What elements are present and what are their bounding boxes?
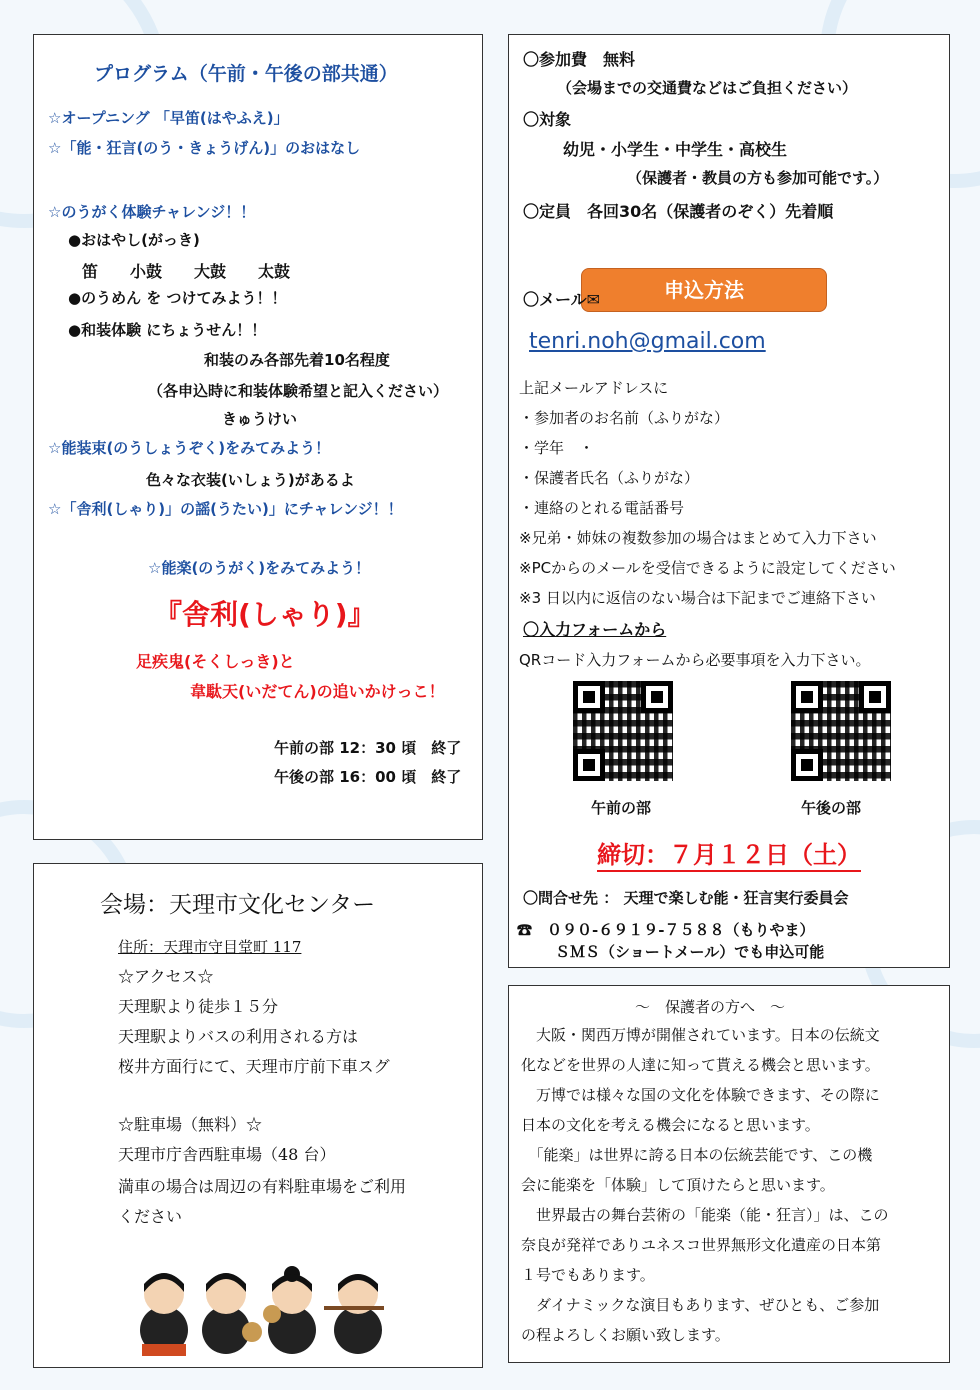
program-ohayashi: ●おはやし(がっき) [68, 231, 200, 249]
venue-parking-full2: ください [118, 1207, 183, 1226]
field-item: ・学年 ・ [519, 439, 595, 457]
venue-bus2: 桜井方面行にて、天理市庁前下車スグ [118, 1057, 390, 1076]
program-opening: ☆オープニング 「早笛(はやふえ)」 [48, 109, 289, 127]
info-box [508, 34, 950, 968]
program-kimono: ●和装体験 にちょうせん！！ [68, 321, 267, 339]
program-title: プログラム（午前・午後の部共通） [94, 63, 398, 85]
guardian-line: 「能楽」は世界に誇る日本の伝統芸能です、この機 [521, 1146, 873, 1164]
qr-label-am: 午前の部 [591, 799, 652, 817]
venue-walk: 天理駅より徒歩１５分 [118, 997, 279, 1016]
venue-parking-full1: 満車の場合は周辺の有料駐車場をご利用 [118, 1177, 407, 1196]
mail-intro: 上記メールアドレスに [519, 379, 669, 397]
guardian-line: 万博では様々な国の文化を体験できます、その際に [521, 1086, 880, 1104]
sms: ＳＭＳ（ショートメール）でも申込可能 [555, 943, 825, 961]
program-play-line1: 足疾鬼(そくしっき)と [136, 652, 295, 671]
qr-finder [791, 749, 823, 781]
program-watch: ☆能楽(のうがく)をみてみよう！ [148, 559, 371, 577]
target: 〇対象 [523, 110, 572, 129]
children-illustration [128, 1262, 398, 1362]
fee: 〇参加費 無料 [523, 50, 636, 69]
child-figure [202, 1273, 262, 1354]
guardian-line: 大阪・関西万博が開催されています。日本の伝統文 [521, 1026, 880, 1044]
field-item: ・保護者氏名（ふりがな） [519, 469, 700, 487]
venue-parking: ☆駐車場（無料）☆ [118, 1115, 263, 1134]
qr-label-pm: 午後の部 [801, 799, 862, 817]
contact: 〇問合せ先 ： 天理で楽しむ能・狂言実行委員会 [523, 889, 849, 907]
qr-finder [573, 681, 605, 713]
deadline: 締切：７月１２日（土） [597, 835, 861, 872]
guardian-line: 化などを世界の人達に知って貰える機会と思います。 [521, 1056, 880, 1074]
child-figure [140, 1273, 188, 1356]
capacity: 〇定員 各回30名（保護者のぞく）先着順 [523, 202, 834, 221]
note-item: ※PCからのメールを受信できるように設定してください [519, 559, 896, 577]
program-kimono-note1: 和装のみ各部先着10名程度 [204, 351, 390, 369]
form-text: QRコード入力フォームから必要事項を入力下さい。 [519, 651, 871, 669]
form-heading: 〇入力フォームから [523, 620, 667, 639]
guardian-line: 世界最古の舞台芸術の「能楽（能・狂言）」は、この [521, 1206, 889, 1224]
field-item: ・参加者のお名前（ふりがな） [519, 409, 730, 427]
program-utai: ☆「舎利(しゃり)」の謡(うたい)」にチャレンジ！！ [48, 500, 403, 518]
venue-box [33, 863, 483, 1368]
phone: ☎ ０９０-６９１９-７５８８（もりやま） [517, 921, 815, 939]
guardian-line: １号でもあります。 [521, 1266, 655, 1284]
email-link[interactable]: tenri.noh@gmail.com [529, 329, 766, 354]
program-instruments: 笛 小鼓 大鼓 太鼓 [82, 262, 291, 281]
field-item: ・連絡のとれる電話番号 [519, 499, 685, 517]
qr-code-am[interactable] [573, 681, 673, 781]
guardian-box [508, 985, 950, 1363]
qr-finder [791, 681, 823, 713]
guardian-title: ～ 保護者の方へ ～ [635, 998, 786, 1016]
program-talk: ☆「能・狂言(のう・きょうげん)」のおはなし [48, 139, 361, 157]
qr-finder [859, 681, 891, 713]
guardian-line: の程よろしくお願い致します。 [521, 1326, 730, 1344]
program-costume: ☆能装束(のうしょうぞく)をみてみよう！ [48, 439, 331, 457]
venue-bus1: 天理駅よりバスの利用される方は [118, 1027, 359, 1046]
guardian-line: 会に能楽を「体験」して頂けたらと思います。 [521, 1176, 835, 1194]
program-challenge: ☆のうがく体験チャレンジ！！ [48, 203, 256, 221]
program-costume-note: 色々な衣装(いしょう)があるよ [146, 471, 355, 489]
mail-heading: 〇メール✉ [523, 290, 601, 309]
guardian-line: 奈良が発祥でありユネスコ世界無形文化遺産の日本第 [521, 1236, 882, 1254]
venue-parking-place: 天理市庁舎西駐車場（48 台） [118, 1145, 336, 1164]
apply-method-button[interactable]: 申込方法 [581, 268, 827, 312]
program-box [33, 34, 483, 840]
program-play-title: 『舎利(しゃり)』 [154, 598, 376, 631]
venue-title: 会場：天理市文化センター [100, 892, 376, 918]
program-mask: ●のうめん を つけてみよう！！ [68, 289, 287, 307]
qr-finder [641, 681, 673, 713]
program-end-am: 午前の部 12：30 頃 終了 [274, 739, 462, 757]
fee-note: （会場までの交通費などはご負担ください） [557, 79, 858, 97]
target-value: 幼児・小学生・中学生・高校生 [563, 140, 788, 159]
program-play-line2: 韋駄天(いだてん)の追いかけっこ！ [190, 682, 445, 701]
guardian-line: 日本の文化を考える機会になると思います。 [521, 1116, 820, 1134]
program-end-pm: 午後の部 16：00 頃 終了 [274, 768, 462, 786]
qr-code-pm[interactable] [791, 681, 891, 781]
target-note: （保護者・教員の方も参加可能です。） [627, 169, 889, 187]
note-item: ※3 日以内に返信のない場合は下記までご連絡下さい [519, 589, 876, 607]
child-figure [324, 1274, 384, 1354]
guardian-line: ダイナミックな演目もあります、ぜひとも、ご参加 [521, 1296, 880, 1314]
qr-finder [573, 749, 605, 781]
child-figure [263, 1266, 316, 1354]
program-break: きゅうけい [222, 410, 298, 428]
venue-access: ☆アクセス☆ [118, 967, 214, 986]
program-kimono-note2: （各申込時に和装体験希望と記入ください） [148, 382, 449, 400]
venue-address: 住所：天理市守目堂町 117 [118, 938, 302, 956]
note-item: ※兄弟・姉妹の複数参加の場合はまとめて入力下さい [519, 529, 877, 547]
